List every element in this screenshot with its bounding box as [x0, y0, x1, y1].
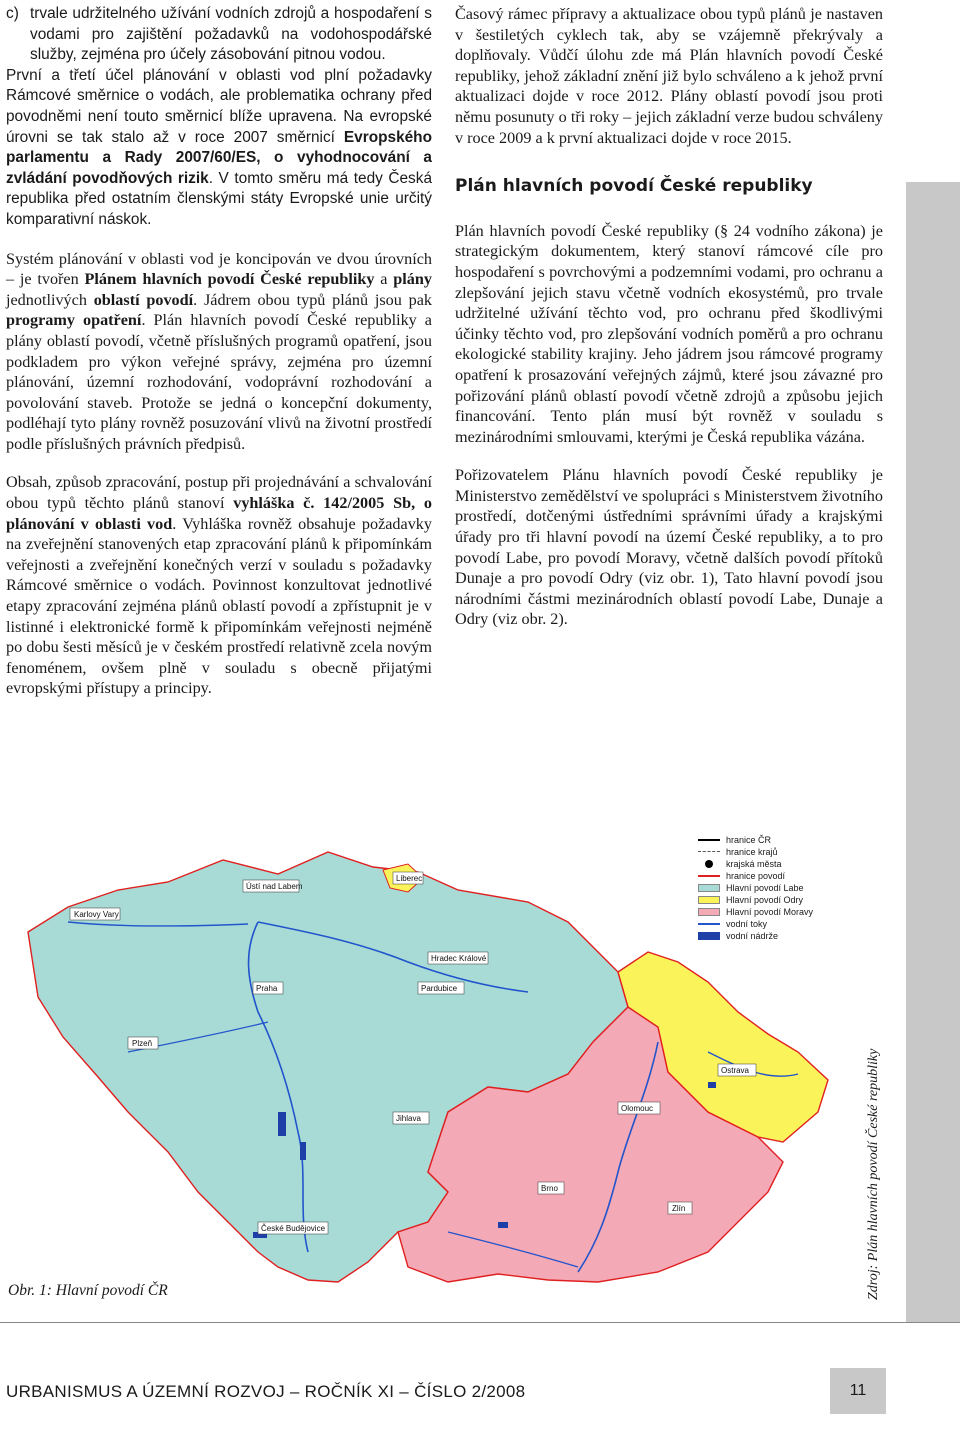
river-basin-map — [8, 812, 878, 1294]
text-run: jednotlivých — [6, 290, 94, 309]
bold-run: vyhláška č. 142/2005 Sb, o plánování v oblasti vod — [6, 494, 432, 533]
right-column — [455, 4, 883, 648]
text-run: a — [374, 270, 394, 289]
legend-label: krajská města — [726, 859, 782, 869]
city-pardubice: Pardubice — [421, 984, 458, 993]
legend-item — [698, 834, 813, 846]
city-zlin: Zlín — [672, 1204, 686, 1213]
city-olomouc: Olomouc — [621, 1104, 654, 1113]
city-usti-nad-labem: Ústí nad Labem — [246, 882, 303, 891]
bold-run: programy opatření — [6, 311, 142, 330]
footer-divider — [0, 1322, 960, 1323]
list-marker: c) — [6, 5, 19, 22]
right-paragraph-2: Plán hlavních povodí České republiky (§ 24 vodního zákona) je strategickým dokumentem, který stanoví rámcové cíle pro hospodaření s povrchovými a podzemními vodami, pro ochranu a zlepšování jejich stavu včetně vodních ekosystémů, pro trvale udržitelné užívání těchto vod, pro ochranu před škodlivými účinky těchto vod, pro zlepšování vodních poměrů a pro ochranu ekologické stability krajiny. Jeho jádrem jsou rámcové programy opatření k prosazování veřejných zájmů, které jsou závazné pro pořizování plánů oblastí povodí včetně zdrojů a způsobu jejich financování. Tento plán musí být rovněž v souladu s mezinárodními smlouvami, kterými je Česká republika vázána. — [455, 221, 883, 446]
text-run: . Plán hlavních povodí České republiky a plány oblastí povodí, včetně příslušných programů opatření, jsou podkladem pro výkon veřejné správy, zejména pro územní plánování, územní rozhodování, vodoprávní rozhodování a povolování staveb. Protože se jedná o koncepční dokumenty, podléhají tyto plány rovněž posuzování vlivů na životní prostředí podle příslušných právních předpisů. — [6, 311, 432, 453]
legend-label: Hlavní povodí Labe — [726, 883, 804, 893]
city-hradec-kralove: Hradec Králové — [431, 954, 487, 963]
list-item-c — [6, 4, 432, 66]
side-tab — [906, 182, 960, 1322]
reservoir — [300, 1142, 306, 1160]
paragraph-1 — [6, 66, 432, 231]
journal-footer: URBANISMUS A ÚZEMNÍ ROZVOJ – ROČNÍK XI – ČÍSLO 2/2008 — [6, 1382, 526, 1401]
city-brno: Brno — [541, 1184, 558, 1193]
city-plzen: Plzeň — [132, 1039, 153, 1048]
city-ceske-budejovice: České Budějovice — [261, 1224, 326, 1233]
legend-label: hranice ČR — [726, 835, 772, 845]
bold-run: Evropského parlamentu a Rady 2007/60/ES, o vyhodnocování a zvládání povodňových rizik — [6, 128, 432, 187]
legend-item — [698, 906, 813, 918]
legend-item — [698, 894, 813, 906]
figure-source: Zdroj: Plán hlavních povodí České republiky — [866, 1048, 881, 1300]
legend-item — [698, 882, 813, 894]
legend-item — [698, 858, 813, 870]
legend-item — [698, 930, 813, 942]
legend-label: hranice krajů — [726, 847, 778, 857]
figure-caption: Obr. 1: Hlavní povodí ČR — [8, 1282, 168, 1299]
text-run: . Vyhláška rovněž obsahuje požadavky na zveřejnění stanovených etap zpracování plánů k připomínkám veřejnosti a zveřejnění konečných verzí v souladu s požadavky Rámcové směrnice o vodách. Povinnost konzultovat jednotlivé etapy zpracování zejména plánů oblastí povodí a zpřístupnit je v listinné i elektronické formě k připomínkám veřejnosti nejméně po dobu šesti měsíců je v českém prostředí relativně zcela novým fenoménem, ovšem plně v souladu s obecně přijatými evropskými přístupy a principy. — [6, 514, 432, 698]
paragraph-2 — [6, 249, 432, 455]
bold-run: oblastí povodí — [93, 290, 194, 309]
legend-label: vodní nádrže — [726, 931, 779, 941]
left-column — [6, 4, 432, 717]
legend-label: Hlavní povodí Moravy — [726, 907, 814, 917]
bold-run: plány — [393, 270, 432, 289]
reservoir — [498, 1222, 508, 1228]
text-run: První a třetí účel plánování v oblasti vod plní požadavky Rámcové směrnice o vodách, ale problematika ochrany před povodněmi není touto směrnicí blíže upravena. Na evropské úrovni se tak stalo až v roce 2007 směrnicí — [6, 66, 432, 146]
city-liberec: Liberec — [396, 874, 423, 883]
city-karlovy-vary: Karlovy Vary — [74, 910, 119, 919]
legend-label: hranice povodí — [726, 871, 786, 881]
list-item-text: trvale udržitelného užívání vodních zdrojů a hospodaření s vodami pro zajištění požadavků na vodohospodářské služby, zejména pro účely zásobování pitnou vodou. — [30, 5, 432, 64]
legend-label: vodní toky — [726, 919, 768, 929]
paragraph-3 — [6, 472, 432, 699]
reservoir — [278, 1112, 286, 1136]
legend-item — [698, 846, 813, 858]
city-jihlava: Jihlava — [396, 1114, 421, 1123]
text-run: . V tomto směru má tedy Česká republika před ostatním členskými státy Evropské unie určitý komparativní náskok. — [6, 169, 433, 228]
text-run: Obsah, způsob zpracování, postup při projednávání a schvalování obou typů těchto plánů stanoví — [6, 473, 432, 513]
legend-item — [698, 918, 813, 930]
map-legend — [698, 834, 813, 942]
city-ostrava: Ostrava — [721, 1066, 750, 1075]
text-run: . Jádrem obou typů plánů jsou pak — [193, 290, 433, 309]
legend-label: Hlavní povodí Odry — [726, 895, 804, 905]
right-paragraph-1: Časový rámec přípravy a aktualizace obou typů plánů je nastaven v šestiletých cyklech tak, aby se vzájemně překrývaly a doplňovaly. Vůdčí úlohu zde má Plán hlavních povodí České republiky, jehož základní znění již bylo schváleno a k jehož první aktualizaci dojde v roce 2012. Plány oblastí povodí jsou proti němu posunuty o tři roky – jejich základní verze budou schváleny v roce 2009 a k první aktualizaci dojde v roce 2015. — [455, 5, 883, 147]
text-run: Systém plánování v oblasti vod je koncipován ve dvou úrovních – je tvořen — [6, 249, 432, 289]
bold-run: Plánem hlavních povodí České republiky — [84, 270, 375, 289]
legend-item — [698, 870, 813, 882]
city-praha: Praha — [256, 984, 278, 993]
page-number: 11 — [830, 1368, 886, 1414]
right-paragraph-3: Pořizovatelem Plánu hlavních povodí České republiky je Ministerstvo zemědělství ve spolupráci s Ministerstvem životního prostředí, dotčenými ústředními správními úřady a krajskými úřady pro tři hlavní povodí na území České republiky, a to pro povodí Labe, pro povodí Moravy, včetně dalších povodí přítoků Dunaje a pro povodí Odry (viz obr. 1), Tato hlavní povodí jsou národními částmi mezinárodních oblastí povodí Labe, Dunaje a Odry (viz obr. 2). — [455, 466, 883, 629]
section-heading: Plán hlavních povodí České republiky — [455, 176, 813, 197]
reservoir — [708, 1082, 716, 1088]
